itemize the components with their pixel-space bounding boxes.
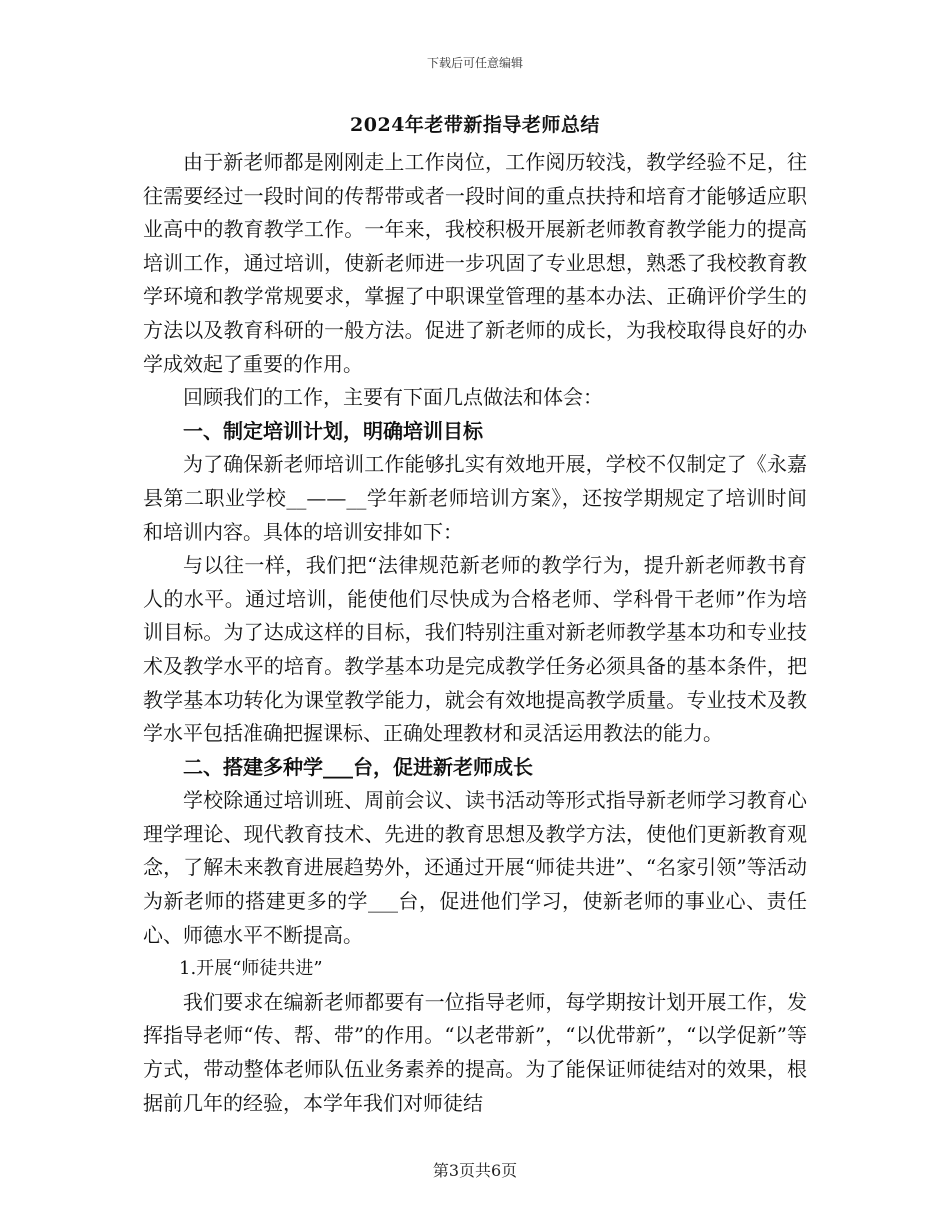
page-footer-indicator: 第3页共6页 <box>432 1161 518 1180</box>
paragraph-platforms: 学校除通过培训班、周前会议、读书活动等形式指导新老师学习教育心理学理论、现代教育技术、先进的教育思想及教学方法，使他们更新教育观念，了解未来教育进展趋势外，还通过开展“师徒共进”、“名家引领”等活动为新老师的搭建更多的学___台，促进他们学习，使新老师的事业心、责任心、师德水平不断提高。 <box>143 788 807 947</box>
document-title: 2024年老带新指导老师总结 <box>350 114 600 136</box>
paragraph-intro: 由于新老师都是刚刚走上工作岗位，工作阅历较浅，教学经验不足，往往需要经过一段时间的传帮带或者一段时间的重点扶持和培育才能够适应职业高中的教育教学工作。一年来，我校积极开展新老师教育教学能力的提高培训工作，通过培训，使新老师进一步巩固了专业思想，熟悉了我校教育教学环境和教学常规要求，掌握了中职课堂管理的基本办法、正确评价学生的方法以及教育科研的一般方法。促进了新老师的成长，为我校取得良好的办学成效起了重要的作用。 <box>143 150 807 376</box>
paragraph-training-goal: 与以往一样，我们把“法律规范新老师的教学行为，提升新老师教书育人的水平。通过培训，能使他们尽快成为合格老师、学科骨干老师”作为培训目标。为了达成这样的目标，我们特别注重对新老师教学基本功和专业技术及教学水平的培育。教学基本功是完成教学任务必须具备的基本条件，把教学基本功转化为课堂教学能力，就会有效地提高教学质量。专业技术及教学水平包括准确把握课标、正确处理教材和灵活运用教法的能力。 <box>143 553 807 746</box>
paragraph-mentoring: 我们要求在编新老师都要有一位指导老师，每学期按计划开展工作，发挥指导老师“传、帮、带”的作用。“以老带新”，“以优带新”，“以学促新”等方式，带动整体老师队伍业务素养的提高。为了能保证师徒结对的效果，根据前几年的经验，本学年我们对师徒结 <box>143 989 807 1115</box>
document-body <box>143 108 807 1120</box>
paragraph-training-plan: 为了确保新老师培训工作能够扎实有效地开展，学校不仅制定了《永嘉县第二职业学校__——__学年新老师培训方案》，还按学期规定了培训时间和培训内容。具体的培训安排如下： <box>143 452 807 544</box>
page-header-note: 下载后可任意编辑 <box>426 56 523 70</box>
paragraph-review: 回顾我们的工作，主要有下面几点做法和体会： <box>183 385 603 410</box>
subsection-heading-1: 1.开展“师徒共进” <box>179 958 323 980</box>
section-heading-1: 一、制定培训计划，明确培训目标 <box>183 418 483 443</box>
section-heading-2: 二、搭建多种学___台，促进新老师成长 <box>183 754 533 779</box>
